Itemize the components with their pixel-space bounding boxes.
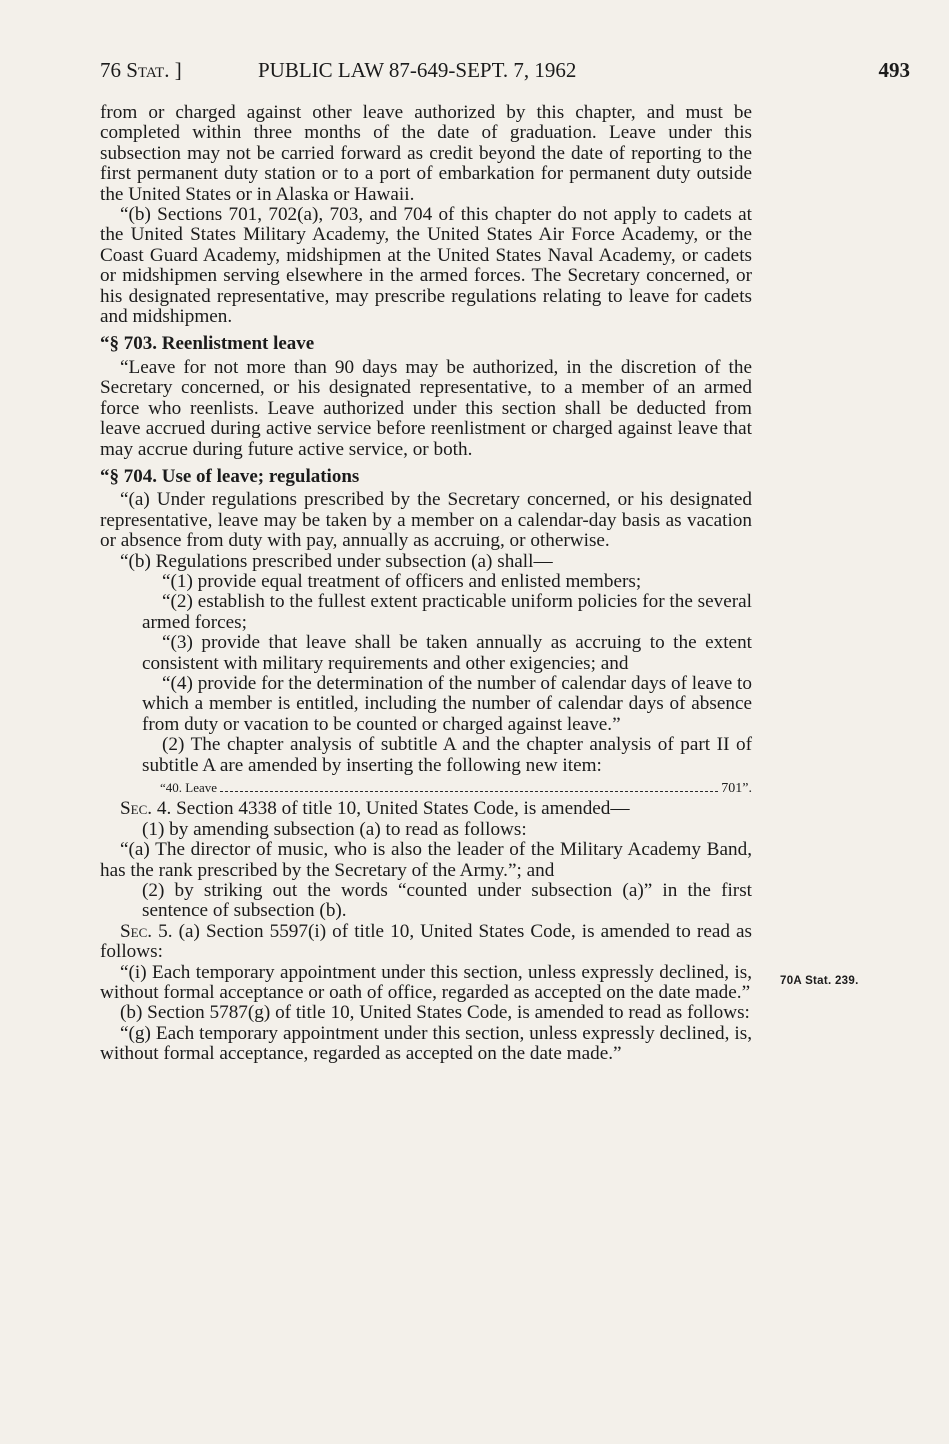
volume-citation: 76 Stat. ]: [100, 58, 182, 82]
margin-citation: 70A Stat. 239.: [780, 975, 859, 987]
list-item: “(2) establish to the fullest extent practicable uniform policies for the several armed forces;: [142, 591, 752, 633]
paragraph: “(b) Regulations prescribed under subsection (a) shall—: [120, 550, 553, 572]
bleed-through-mark: [808, 100, 811, 111]
section-5: [100, 922, 752, 963]
leader-dots: [220, 782, 718, 792]
paragraph: from or charged against other leave authorized by this chapter, and must be completed within three months of the date of graduation. Leave under this subsection may not be carried forward as credit beyond the date of reporting to the first permanent duty station or to a port of embarkation for permanent duty outside the United States or in Alaska or Hawaii.: [100, 102, 752, 205]
list-item: (2) by striking out the words “counted under subsection (a)” in the first sentence of subsection (b).: [142, 880, 752, 922]
sec-label: Sec.: [120, 920, 153, 942]
page-header: [100, 58, 910, 86]
list-item: (1) by amending subsection (a) to read as follows:: [142, 818, 527, 840]
sec-label: Sec.: [120, 798, 153, 820]
sec-text: 4. Section 4338 of title 10, United States Code, is amended—: [156, 798, 630, 820]
page-number: 493: [878, 58, 910, 82]
paragraph: “(a) Under regulations prescribed by the Secretary concerned, or his designated representative, leave may be taken by a member on a calendar-day basis as vacation or absence from duty with pay, annually as accruing, or otherwise.: [100, 489, 752, 552]
chapter-analysis-item: [100, 778, 752, 799]
leave-item-number: 701”.: [721, 781, 752, 796]
list-item: “(3) provide that leave shall be taken annually as accruing to the extent consistent with military requirements and other exigencies; and: [142, 632, 752, 674]
paragraph: “(i) Each temporary appointment under this section, unless expressly declined, is, without formal acceptance or oath of office, regarded as accepted on the date made.”: [100, 961, 752, 1004]
section-heading-703: “§ 703. Reenlistment leave: [100, 333, 315, 355]
sec-text: 5. (a) Section 5597(i) of title 10, United States Code, is amended to read as follows:: [100, 920, 752, 963]
paragraph: (2) The chapter analysis of subtitle A and the chapter analysis of part II of subtitle A are amended by inserting the following new item:: [142, 734, 752, 776]
paragraph: “(a) The director of music, who is also the leader of the Military Academy Band, has the rank prescribed by the Secretary of the Army.”; and: [100, 839, 752, 881]
paragraph: “(b) Sections 701, 702(a), 703, and 704 of this chapter do not apply to cadets at the United States Military Academy, the United States Air Force Academy, or the Coast Guard Academy, midshipmen at the United States Naval Academy, or cadets or midshipmen serving elsewhere in the armed forces. The Secretary concerned, or his designated representative, may prescribe regulations relating to leave for cadets and midshipmen.: [100, 204, 752, 328]
body-text: [100, 103, 752, 1065]
paragraph: “Leave for not more than 90 days may be authorized, in the discretion of the Secretary concerned, or his designated representative, to a member of an armed force who reenlists. Leave authorized under this section shall be deducted from leave accrued during active service before reenlistment or charged against leave that may accrue during future active service, or both.: [100, 356, 752, 460]
list-item: “(1) provide equal treatment of officers and enlisted members;: [162, 570, 642, 592]
list-item: “(4) provide for the determination of the number of calendar days of leave to which a member is entitled, including the number of calendar days of absence from duty or vacation to be counted or charged against leave.”: [142, 672, 752, 735]
section-4: [100, 799, 752, 819]
paragraph: (b) Section 5787(g) of title 10, United States Code, is amended to read as follows:: [120, 1002, 750, 1024]
running-title: PUBLIC LAW 87-649-SEPT. 7, 1962: [258, 58, 577, 82]
leave-item-label: “40. Leave: [160, 780, 218, 795]
paragraph: “(g) Each temporary appointment under this section, unless expressly declined, is, without formal acceptance, regarded as accepted on the date made.”: [100, 1022, 752, 1065]
section-heading-704: “§ 704. Use of leave; regulations: [100, 465, 360, 487]
